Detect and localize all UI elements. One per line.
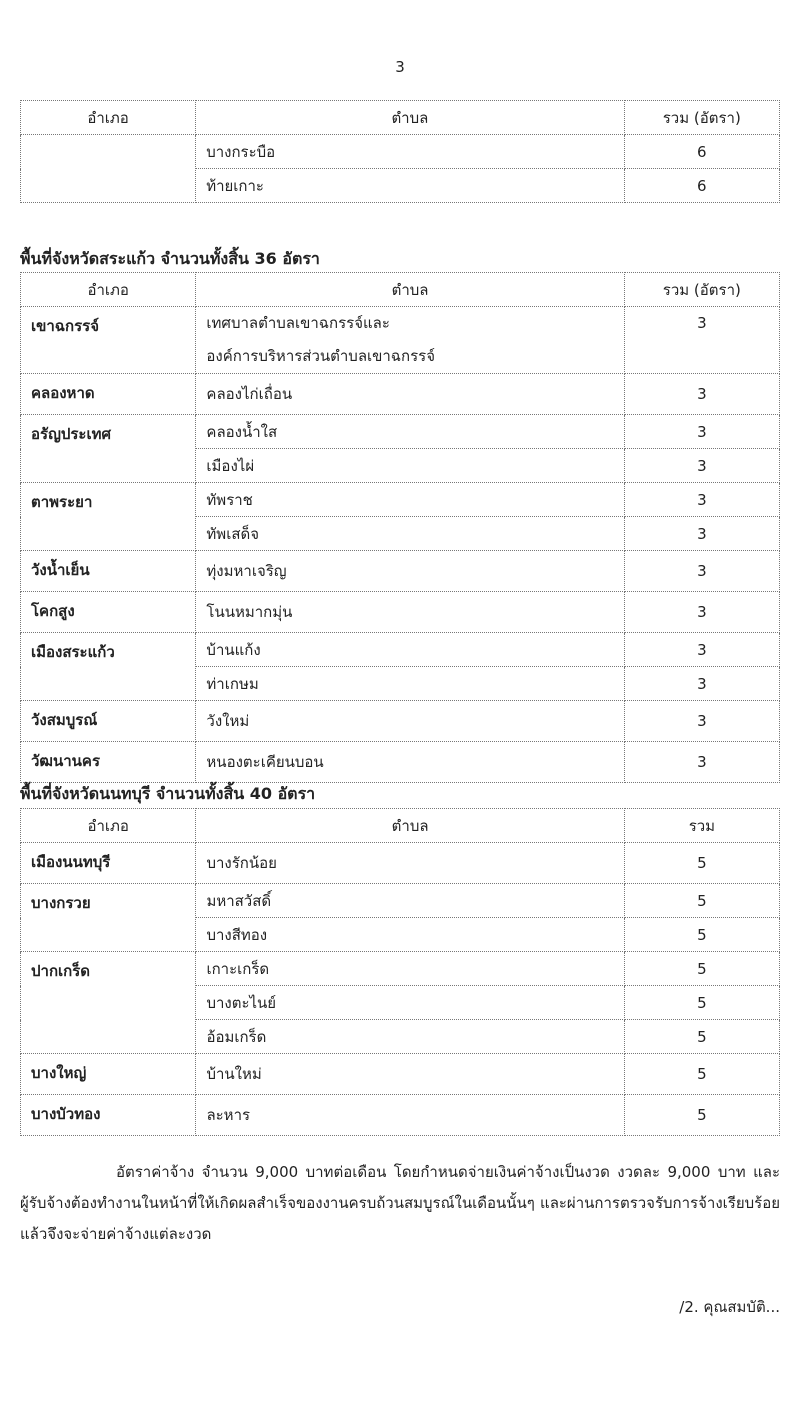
amphoe-cell: อรัญประเทศ [21,415,196,483]
count-cell: 3 [624,742,779,783]
table-row [21,135,780,169]
table-row [21,483,780,517]
tambon-cell: บางตะไนย์ [196,986,624,1020]
amphoe-cell: วัฒนานคร [21,742,196,783]
table-sakaeo [20,272,780,783]
header-row [21,273,780,307]
amphoe-cell: บางบัวทอง [21,1095,196,1136]
amphoe-cell: บางใหญ่ [21,1054,196,1095]
continuation-note: /2. คุณสมบัติ... [679,1298,780,1316]
amphoe-cell: วังสมบูรณ์ [21,701,196,742]
tambon-cell: ละหาร [196,1095,624,1136]
tambon-cell: ทัพราช [196,483,624,517]
count-cell: 3 [624,374,779,415]
table-continued [20,100,780,203]
count-cell: 5 [624,843,779,884]
amphoe-cell: ปากเกร็ด [21,952,196,1054]
count-cell: 3 [624,667,779,701]
tambon-cell: บ้านใหม่ [196,1054,624,1095]
count-cell: 5 [624,1095,779,1136]
table-row [21,374,780,415]
amphoe-cell: บางกรวย [21,884,196,952]
count-cell: 3 [624,517,779,551]
count-cell: 3 [624,483,779,517]
table-row [21,843,780,884]
tambon-cell: โนนหมากมุ่น [196,592,624,633]
count-cell: 6 [624,169,779,203]
tambon-cell: เทศบาลตำบลเขาฉกรรจ์และ องค์การบริหารส่วนตำบลเขาฉกรรจ์ [196,307,624,374]
table-row [21,952,780,986]
table-row [21,633,780,667]
count-cell: 3 [624,449,779,483]
tambon-cell: หนองตะเคียนบอน [196,742,624,783]
count-cell: 5 [624,952,779,986]
tambon-cell: มหาสวัสดิ์ [196,884,624,918]
column-header: อำเภอ [21,273,196,307]
header-row [21,101,780,135]
count-cell: 5 [624,986,779,1020]
tambon-cell: บางกระบือ [196,135,624,169]
tambon-cell: คลองไก่เถื่อน [196,374,624,415]
column-header: รวม (อัตรา) [624,273,779,307]
tambon-cell: บางสีทอง [196,918,624,952]
column-header: รวม [624,809,779,843]
count-cell: 5 [624,1020,779,1054]
count-cell: 3 [624,701,779,742]
amphoe-cell: เขาฉกรรจ์ [21,307,196,374]
tambon-cell: บ้านแก้ง [196,633,624,667]
column-header: อำเภอ [21,809,196,843]
amphoe-cell: วังน้ำเย็น [21,551,196,592]
tambon-cell: เกาะเกร็ด [196,952,624,986]
tambon-cell: ท่าเกษม [196,667,624,701]
column-header: ตำบล [196,273,624,307]
page-number: 3 [395,58,405,76]
table-row [21,1095,780,1136]
header-row [21,809,780,843]
column-header: อำเภอ [21,101,196,135]
column-header: รวม (อัตรา) [624,101,779,135]
count-cell: 5 [624,884,779,918]
count-cell: 3 [624,633,779,667]
table-row [21,415,780,449]
count-cell: 5 [624,918,779,952]
tambon-cell: วังใหม่ [196,701,624,742]
tambon-cell: อ้อมเกร็ด [196,1020,624,1054]
count-cell: 3 [624,307,779,374]
column-header: ตำบล [196,101,624,135]
count-cell: 3 [624,415,779,449]
tambon-cell: ท้ายเกาะ [196,169,624,203]
count-cell: 5 [624,1054,779,1095]
amphoe-cell [21,135,196,203]
table-row [21,1054,780,1095]
count-cell: 6 [624,135,779,169]
section-title-sakaeo: พื้นที่จังหวัดสระแก้ว จำนวนทั้งสิ้น 36 อัตรา [20,249,320,268]
wage-paragraph-text: อัตราค่าจ้าง จำนวน 9,000 บาทต่อเดือน โดยกำหนดจ่ายเงินค่าจ้างเป็นงวด งวดละ 9,000 บาท และผู้รับจ้างต้องทำงานในหน้าที่ให้เกิดผลสำเร็จของงานครบถ้วนสมบูรณ์ในเดือนนั้นๆ และผ่านการตรวจรับการจ้างเรียบร้อยแล้วจึงจะจ่ายค่าจ้างแต่ละงวด [20,1163,780,1243]
amphoe-cell: คลองหาด [21,374,196,415]
amphoe-cell: เมืองสระแก้ว [21,633,196,701]
tambon-cell: ทุ่งมหาเจริญ [196,551,624,592]
count-cell: 3 [624,592,779,633]
tambon-cell: บางรักน้อย [196,843,624,884]
wage-paragraph [20,1157,780,1250]
section-title-nonthaburi: พื้นที่จังหวัดนนทบุรี จำนวนทั้งสิ้น 40 อัตรา [20,784,316,803]
table-row [21,701,780,742]
table-row [21,551,780,592]
amphoe-cell: โคกสูง [21,592,196,633]
tambon-cell: ทัพเสด็จ [196,517,624,551]
table-row [21,884,780,918]
count-cell: 3 [624,551,779,592]
tambon-cell: เมืองไผ่ [196,449,624,483]
table-nonthaburi [20,808,780,1136]
amphoe-cell: เมืองนนทบุรี [21,843,196,884]
column-header: ตำบล [196,809,624,843]
table-row [21,592,780,633]
amphoe-cell: ตาพระยา [21,483,196,551]
table-row [21,307,780,374]
tambon-cell: คลองน้ำใส [196,415,624,449]
table-row [21,742,780,783]
